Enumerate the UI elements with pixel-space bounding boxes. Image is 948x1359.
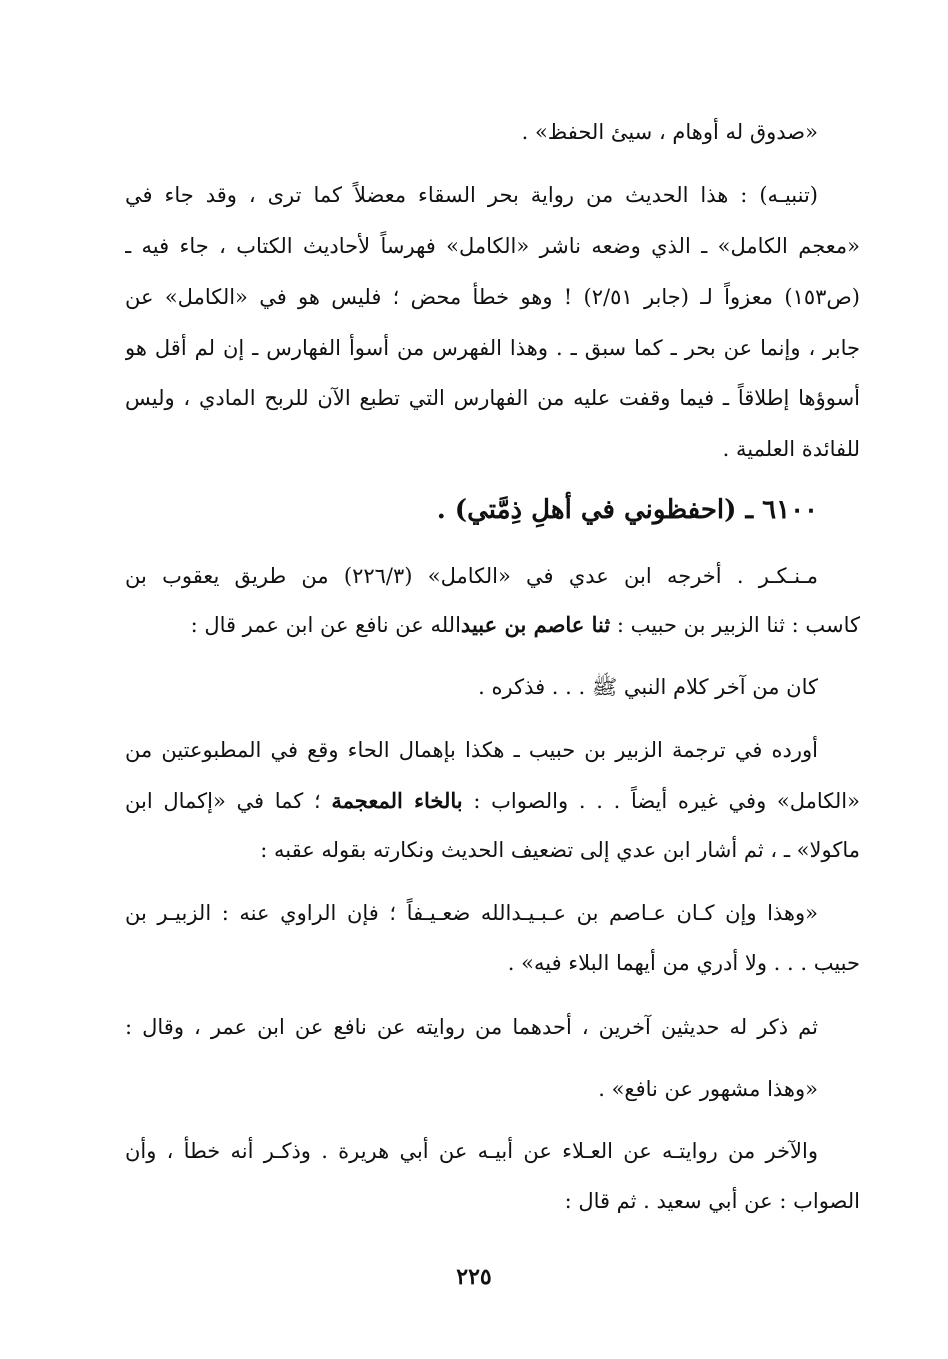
body-text: «الكامل» وفي غيره أيضاً . . . والصواب : (462, 789, 860, 813)
body-line: ماكولا» ـ ، ثم أشار ابن عدي إلى تضعيف الحديث ونكارته بقوله عقبه : (260, 838, 860, 862)
body-line: والآخر من روايتـه عن العـلاء عن أبيـه عن أبي هريرة . وذكـر أنه خطأ ، وأن (125, 1139, 818, 1163)
note-line: (تنبيـه) : هذا الحديث من رواية بحر السقاء معضلاً كما ترى ، وقد جاء في (125, 183, 818, 207)
body-text: ؛ كما في «إكمال ابن (125, 789, 332, 813)
bold-isnad: ثنا عاصم بن عبيد (460, 612, 611, 637)
quote-line: حبيب . . . ولا أدري من أيهما البلاء فيه» . (507, 951, 860, 975)
note-line: أسوؤها إطلاقاً ـ فيما وقفت عليه من الفهارس التي تطبع الآن للربح المادي ، وليس (125, 386, 860, 410)
bold-correction: بالخاء المعجمة (331, 788, 463, 813)
note-line: «معجم الكامل» ـ الذي وضعه ناشر «الكامل» فهرساً لأحاديث الكتاب ، جاء فيه ـ (125, 234, 860, 258)
hadith-heading: ٦١٠٠ ـ (احفظوني في أهلِ ذِمَّتي) . (436, 495, 818, 525)
note-line: للفائدة العلمية . (722, 437, 860, 461)
body-line: الصواب : عن أبي سعيد . ثم قال : (564, 1189, 860, 1213)
note-line: (ص١٥٣) معزواً لـ (جابر ٢/٥١) ! وهو خطأ محض ؛ فليس هو في «الكامل» عن (125, 285, 860, 309)
body-line (125, 786, 860, 816)
body-line: ثم ذكر له حديثين آخرين ، أحدهما من روايته عن نافع عن ابن عمر ، وقال : (125, 1015, 818, 1039)
body-line (125, 610, 860, 640)
body-text: الله عن نافع عن ابن عمر قال : (190, 613, 461, 637)
quote-line: «وهذا وإن كـان عـاصم بن عـبـيـدالله ضعـيـفاً ؛ فإن الراوي عنه : الزبيـر بن (125, 901, 818, 925)
body-line: مـنـكـر . أخرجه ابن عدي في «الكامل» (٢٢٦/٣) من طريق يعقوب بن (125, 564, 818, 588)
body-text: كاسب : ثنا الزبير بن حبيب : (610, 613, 860, 637)
quote-line: «وهذا مشهور عن نافع» . (598, 1077, 818, 1101)
note-line: جابر ، وإنما عن بحر ـ كما سبق ـ . وهذا الفهرس من أسوأ الفهارس ـ إن لم أقل هو (125, 336, 860, 360)
page-number: ٢٢٥ (456, 1264, 492, 1290)
quote-line: «صدوق له أوهام ، سيئ الحفظ» . (521, 120, 818, 144)
body-line: كان من آخر كلام النبي ﷺ . . . فذكره . (478, 675, 818, 699)
body-line: أورده في ترجمة الزبير بن حبيب ـ هكذا بإهمال الحاء وقع في المطبوعتين من (125, 738, 818, 762)
